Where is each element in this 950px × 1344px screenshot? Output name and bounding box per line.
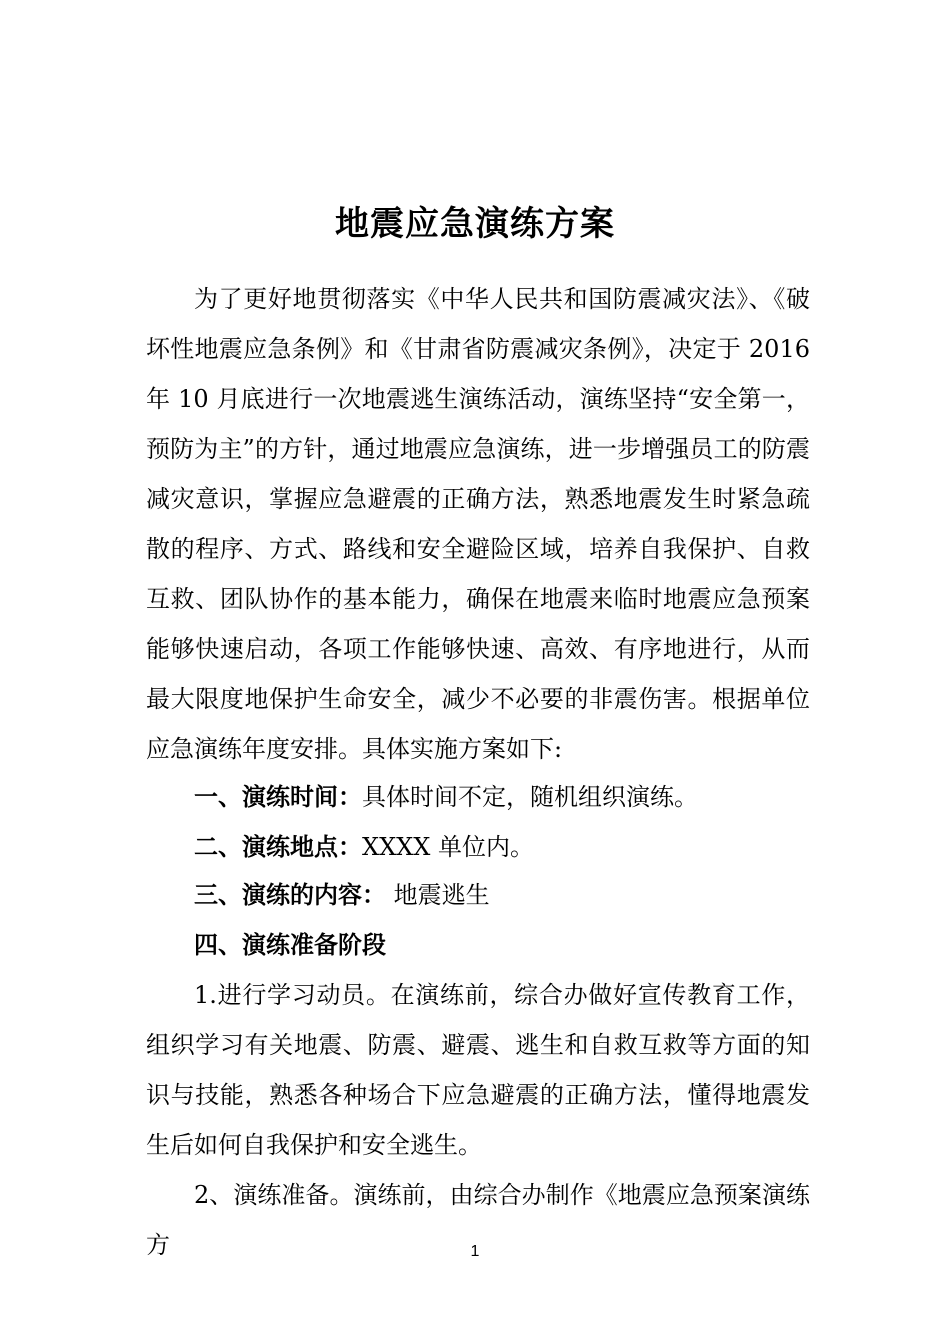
section-heading: 一、演练时间： bbox=[194, 782, 362, 811]
section-line bbox=[146, 822, 810, 872]
preparation-step-2: 2、演练准备。演练前，由综合办制作《地震应急预案演练方 bbox=[146, 1181, 810, 1259]
section-line bbox=[146, 920, 810, 970]
section-location bbox=[146, 822, 810, 872]
section-heading: 二、演练地点： bbox=[194, 832, 362, 861]
intro-paragraph: 为了更好地贯彻落实《中华人民共和国防震减灾法》、《破坏性地震应急条例》和《甘肃省防震减灾条例》，决定于 2016 年 10 月底进行一次地震逃生演练活动，演练坚持“安全第一，预防为主”的方针，通过地震应急演练，进一步增强员工的防震减灾意识，掌握应急避震的正确方法，熟悉地震发生时紧急疏散的程序、方式、路线和安全避险区域，培养自我保护、自救互救、团队协作的基本能力，确保在地震来临时地震应急预案能够快速启动，各项工作能够快速、高效、有序地进行，从而最大限度地保护生命安全，减少不必要的非震伤害。根据单位应急演练年度安排。具体实施方案如下: bbox=[146, 285, 810, 763]
section-heading: 三、演练的内容： bbox=[194, 880, 386, 909]
section-preparation bbox=[146, 920, 810, 970]
preparation-step-1-block bbox=[146, 970, 810, 1170]
section-text: 地震逃生 bbox=[386, 881, 490, 909]
section-text: XXXX 单位内。 bbox=[362, 833, 534, 861]
preparation-step-1: 1.进行学习动员。在演练前，综合办做好宣传教育工作，组织学习有关地震、防震、避震、逃生和自救互救等方面的知识与技能，熟悉各种场合下应急避震的正确方法，懂得地震发生后如何自我保护和安全逃生。 bbox=[146, 981, 810, 1159]
section-text: 具体时间不定，随机组织演练。 bbox=[362, 783, 698, 811]
section-content bbox=[146, 870, 810, 920]
intro-paragraph-block bbox=[146, 274, 810, 774]
section-line bbox=[146, 772, 810, 822]
page-number: 1 bbox=[470, 1243, 480, 1260]
section-line bbox=[146, 870, 810, 920]
section-heading: 四、演练准备阶段 bbox=[194, 930, 386, 959]
document-title: 地震应急演练方案 bbox=[335, 204, 615, 244]
section-time bbox=[146, 772, 810, 822]
